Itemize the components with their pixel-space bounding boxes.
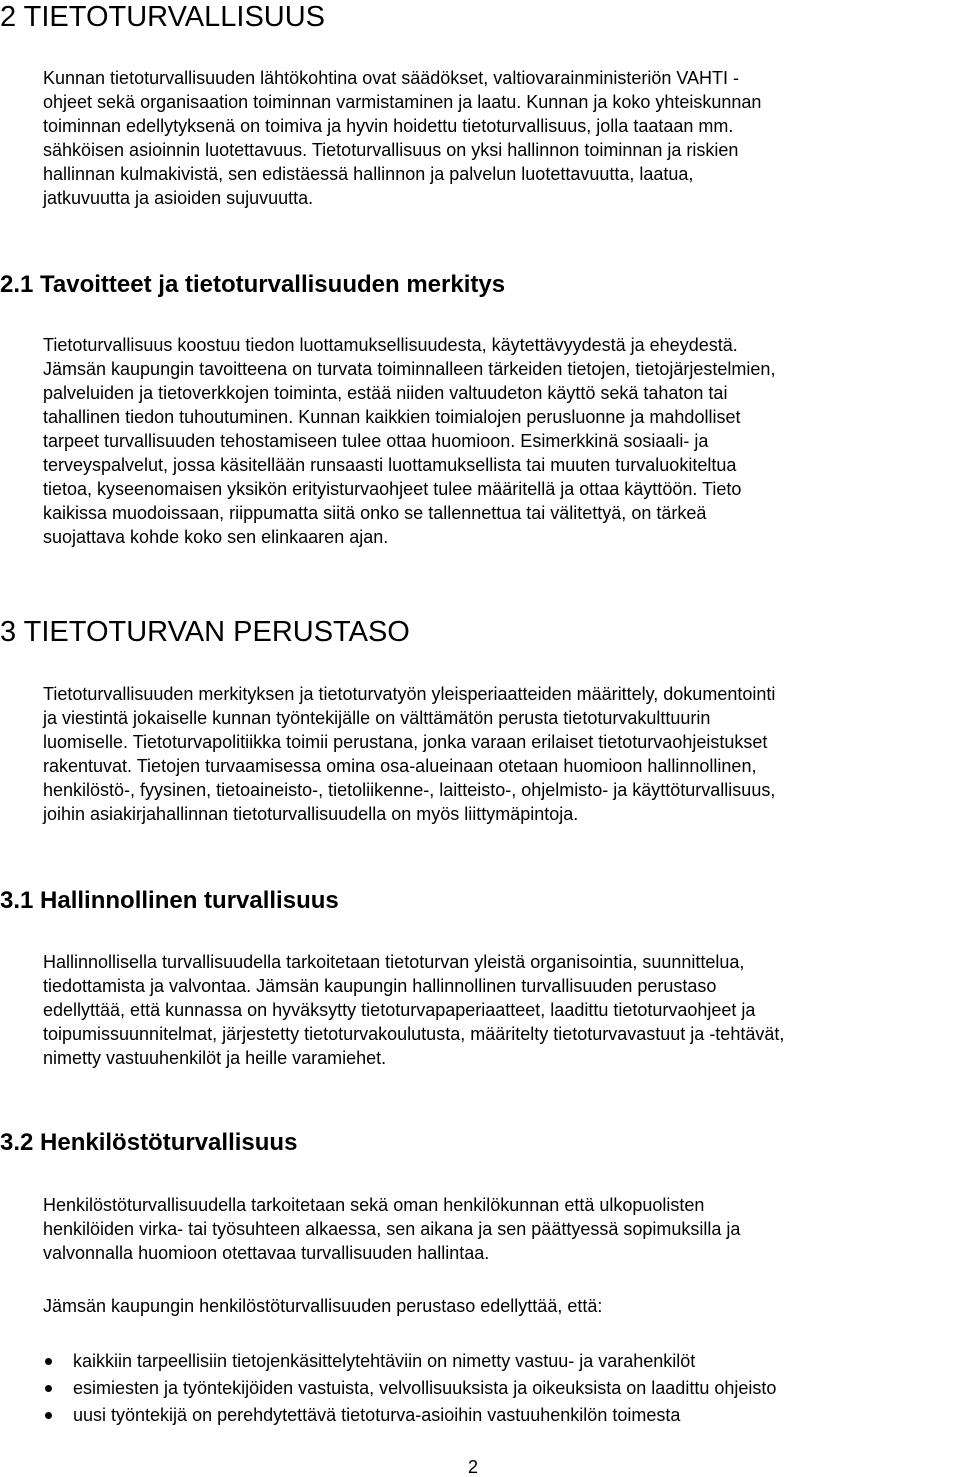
text-line: tahallinen tiedon tuhoutuminen. Kunnan kaikkien toimialojen perusluonne ja mahdolliset bbox=[43, 407, 741, 427]
text-line: Tietoturvallisuus koostuu tiedon luottamuksellisuudesta, käytettävyydestä ja eheydestä. bbox=[43, 335, 738, 355]
text-line: Kunnan tietoturvallisuuden lähtökohtina ovat säädökset, valtiovarainministeriön VAHTI - bbox=[43, 68, 740, 88]
heading-3-2-henkilosto: 3.2 Henkilöstöturvallisuus bbox=[0, 1129, 298, 1156]
list-item bbox=[43, 1348, 776, 1375]
text-line: toiminnan edellytyksenä on toimiva ja hyvin hoidettu tietoturvallisuus, jolla taataan mm. bbox=[43, 116, 734, 136]
text-line: toipumissuunnitelmat, järjestetty tietoturvakoulutusta, määritelty tietoturvavastuut ja -tehtävät, bbox=[43, 1024, 785, 1044]
text-line: rakentuvat. Tietojen turvaamisessa omina osa-alueinaan otetaan huomioon hallinnollinen, bbox=[43, 756, 757, 776]
page-number: 2 bbox=[468, 1457, 479, 1477]
text-line: henkilöiden virka- tai työsuhteen alkaessa, sen aikana ja sen päättyessä sopimuksilla ja bbox=[43, 1219, 741, 1239]
text-line: edellyttää, että kunnassa on hyväksytty tietoturvapaperiaatteet, laadittu tietoturvaohjeet ja bbox=[43, 1000, 756, 1020]
paragraph-henkilosto-intro bbox=[43, 1294, 602, 1318]
text-line: tarpeet turvallisuuden tehostamiseen tulee ottaa huomioon. Esimerkkinä sosiaali- ja bbox=[43, 431, 709, 451]
text-line: Henkilöstöturvallisuudella tarkoitetaan sekä oman henkilökunnan että ulkopuolisten bbox=[43, 1195, 705, 1215]
list-item-text: esimiesten ja työntekijöiden vastuista, velvollisuuksista ja oikeuksista on laadittu ohjeisto bbox=[73, 1378, 777, 1398]
text-line: valvonnalla huomioon otettavaa turvallisuuden hallintaa. bbox=[43, 1243, 490, 1263]
text-line: terveyspalvelut, jossa käsitellään runsaasti luottamuksellista tai muuten turvaluokiteltua bbox=[43, 455, 737, 475]
paragraph-henkilosto bbox=[43, 1193, 740, 1265]
bullet-icon bbox=[45, 1358, 52, 1365]
text-line: joihin asiakirjahallinnan tietoturvallisuudella on myös liittymäpintoja. bbox=[43, 804, 579, 824]
list-item-text: kaikkiin tarpeellisiin tietojenkäsittelytehtäviin on nimetty vastuu- ja varahenkilöt bbox=[73, 1351, 696, 1371]
bullet-icon bbox=[45, 1385, 52, 1392]
heading-3-1-hallinnollinen: 3.1 Hallinnollinen turvallisuus bbox=[0, 887, 339, 914]
text-line: Tietoturvallisuuden merkityksen ja tietoturvatyön yleisperiaatteiden määrittely, dokumentointi bbox=[43, 684, 776, 704]
bullet-list bbox=[43, 1348, 776, 1429]
text-line: ja viestintä jokaiselle kunnan työntekijälle on välttämätön perusta tietoturvakulttuurin bbox=[43, 708, 711, 728]
heading-2-1-tavoitteet: 2.1 Tavoitteet ja tietoturvallisuuden merkitys bbox=[0, 271, 506, 298]
text-line: hallinnan kulmakivistä, sen edistäessä hallinnon ja palvelun luotettavuutta, laatua, bbox=[43, 164, 694, 184]
text-line: Hallinnollisella turvallisuudella tarkoitetaan tietoturvan yleistä organisointia, suunnittelua, bbox=[43, 952, 745, 972]
text-line: jatkuvuutta ja asioiden sujuvuutta. bbox=[43, 188, 314, 208]
bullet-icon bbox=[45, 1412, 52, 1419]
text-line: suojattava kohde koko sen elinkaaren ajan. bbox=[43, 527, 389, 547]
paragraph-hallinnollinen bbox=[43, 950, 784, 1070]
paragraph-tietoturvallisuus bbox=[43, 66, 761, 210]
text-line: Jämsän kaupungin tavoitteena on turvata toiminnalleen tärkeiden tietojen, tietojärjestelmien, bbox=[43, 359, 776, 379]
text-line: henkilöstö-, fyysinen, tietoaineisto-, tietoliikenne-, laitteisto-, ohjelmisto- ja käyttöturvallisuus, bbox=[43, 780, 776, 800]
heading-3-perustaso: 3 TIETOTURVAN PERUSTASO bbox=[0, 616, 410, 648]
list-item bbox=[43, 1375, 776, 1402]
text-line: ohjeet sekä organisaation toiminnan varmistaminen ja laatu. Kunnan ja koko yhteiskunnan bbox=[43, 92, 762, 112]
text-line: Jämsän kaupungin henkilöstöturvallisuuden perustaso edellyttää, että: bbox=[43, 1296, 603, 1316]
paragraph-tavoitteet bbox=[43, 333, 775, 549]
list-item-text: uusi työntekijä on perehdytettävä tietoturva-asioihin vastuuhenkilön toimesta bbox=[73, 1405, 681, 1425]
text-line: tietoa, kyseenomaisen yksikön erityisturvaohjeet tulee määritellä ja ottaa käyttöön. Tieto bbox=[43, 479, 742, 499]
text-line: tiedottamista ja valvontaa. Jämsän kaupungin hallinnollinen turvallisuuden perustaso bbox=[43, 976, 717, 996]
text-line: luomiselle. Tietoturvapolitiikka toimii perustana, jonka varaan erilaiset tietoturvaohjeistukset bbox=[43, 732, 768, 752]
paragraph-perustaso bbox=[43, 682, 775, 826]
text-line: palveluiden ja tietoverkkojen toiminta, estää niiden valtuudeton käyttö sekä tahaton tai bbox=[43, 383, 728, 403]
text-line: nimetty vastuuhenkilöt ja heille varamiehet. bbox=[43, 1048, 387, 1068]
text-line: sähköisen asioinnin luotettavuus. Tietoturvallisuus on yksi hallinnon toiminnan ja riskien bbox=[43, 140, 739, 160]
text-line: kaikissa muodoissaan, riippumatta siitä onko se tallennettua tai välitettyä, on tärkeä bbox=[43, 503, 707, 523]
list-item bbox=[43, 1402, 776, 1429]
heading-2-tietoturvallisuus: 2 TIETOTURVALLISUUS bbox=[0, 1, 326, 33]
